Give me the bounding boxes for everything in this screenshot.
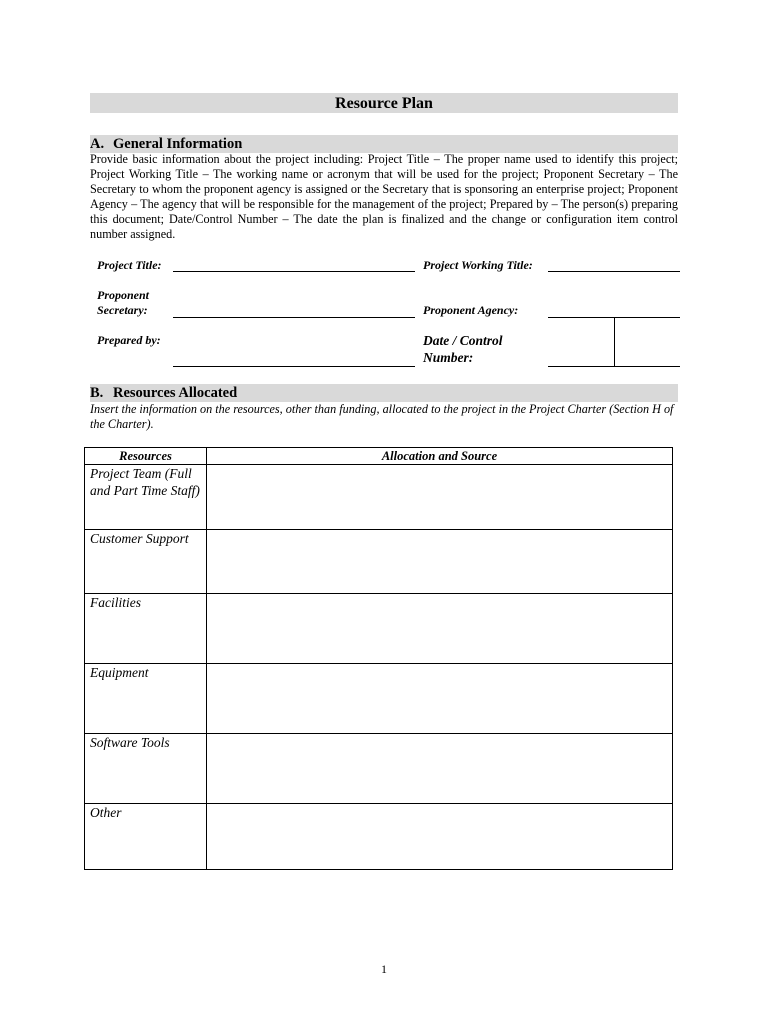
resource-name: Project Team (Full and Part Time Staff)	[85, 465, 207, 530]
proponent-agency-label: Proponent Agency:	[423, 303, 519, 317]
section-b-title: Resources Allocated	[113, 385, 238, 401]
table-header-row	[85, 448, 673, 465]
document-title: Resource Plan	[90, 93, 678, 113]
secretary-label: Secretary:	[97, 303, 148, 317]
date-field[interactable]	[548, 366, 614, 367]
table-row	[85, 594, 673, 664]
allocation-header: Allocation and Source	[207, 448, 673, 465]
table-row	[85, 734, 673, 804]
proponent-label: Proponent	[97, 288, 150, 302]
project-title-field[interactable]	[173, 271, 415, 272]
resource-name: Customer Support	[85, 530, 207, 594]
table-row	[85, 664, 673, 734]
proponent-secretary-field[interactable]	[173, 317, 415, 318]
project-title-label: Project Title:	[97, 258, 162, 272]
number-label: Number:	[423, 350, 474, 365]
control-number-field[interactable]	[614, 366, 680, 367]
section-a-heading	[90, 135, 678, 153]
prepared-by-field[interactable]	[173, 366, 415, 367]
page-number: 1	[381, 962, 387, 976]
resource-name: Equipment	[85, 664, 207, 734]
allocation-cell[interactable]	[207, 530, 673, 594]
section-a-title: General Information	[113, 136, 243, 152]
date-control-divider	[614, 317, 615, 366]
allocation-cell[interactable]	[207, 664, 673, 734]
section-b-number: B.	[90, 385, 104, 401]
section-a-number: A.	[90, 136, 105, 152]
section-b-heading	[90, 384, 678, 402]
section-b-description: Insert the information on the resources, other than funding, allocated to the project in the Project Charter (Section H of the Charter).	[90, 402, 674, 431]
prepared-by-label: Prepared by:	[97, 333, 161, 347]
allocation-cell[interactable]	[207, 734, 673, 804]
resources-table	[84, 447, 673, 870]
resource-name: Facilities	[85, 594, 207, 664]
allocation-cell[interactable]	[207, 804, 673, 870]
table-row	[85, 465, 673, 530]
project-working-title-field[interactable]	[548, 271, 680, 272]
section-a-description: Provide basic information about the project including: Project Title – The proper name used to identify this project; Project Working Title – The working name or acronym that will be used for the project; Proponent Secretary – The Secretary to whom the proponent agency is assigned or the Secretary that is sponsoring an enterprise project; Proponent Agency – The agency that will be responsible for the management of the project; Prepared by – The person(s) preparing this document; Date/Control Number – The date the plan is finalized and the change or configuration item control number assigned.	[90, 152, 678, 241]
allocation-cell[interactable]	[207, 465, 673, 530]
table-row	[85, 530, 673, 594]
resource-name: Software Tools	[85, 734, 207, 804]
table-row	[85, 804, 673, 870]
project-working-title-label: Project Working Title:	[423, 258, 533, 272]
date-control-label: Date / Control	[423, 333, 503, 348]
allocation-cell[interactable]	[207, 594, 673, 664]
resources-header: Resources	[85, 448, 207, 465]
resource-name: Other	[85, 804, 207, 870]
